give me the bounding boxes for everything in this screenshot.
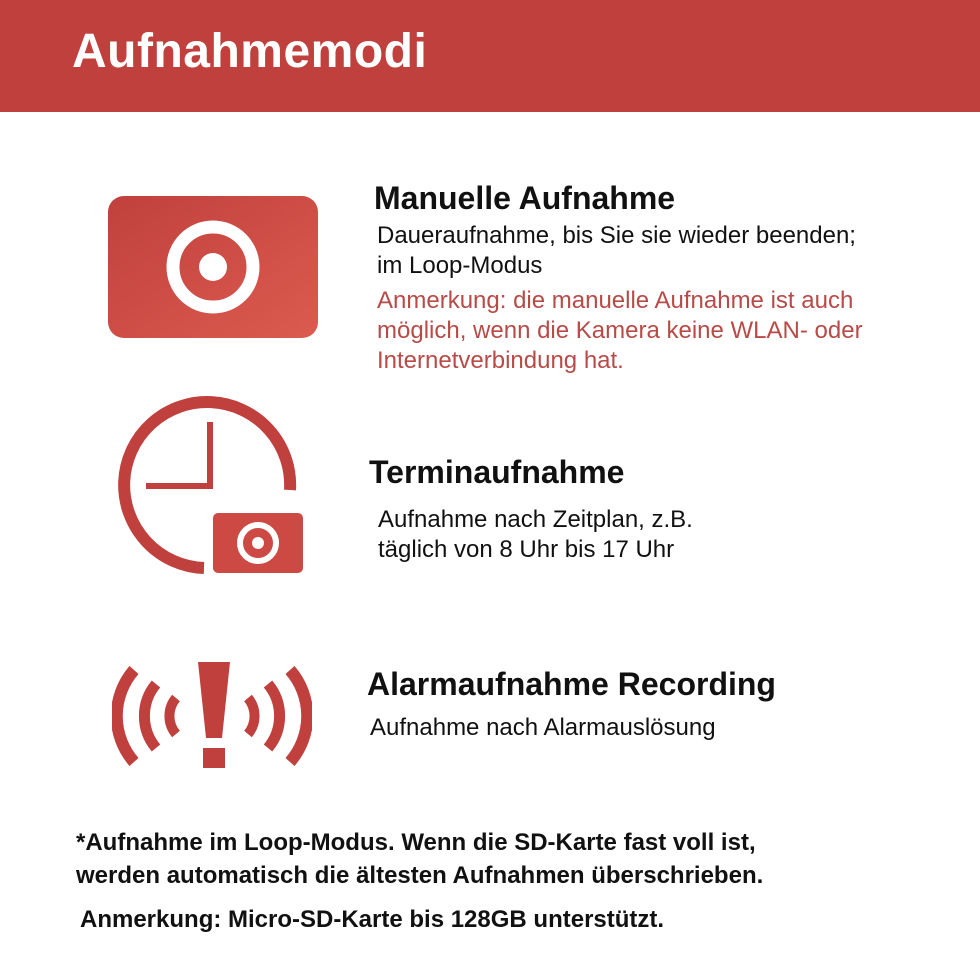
scheduled-mode-title: Terminaufnahme xyxy=(369,454,625,490)
manual-mode-title: Manuelle Aufnahme xyxy=(374,180,676,216)
manual-mode-note-line: Anmerkung: die manuelle Aufnahme ist auch xyxy=(377,287,854,314)
manual-mode-description-line: im Loop-Modus xyxy=(377,252,543,279)
loop-mode-footnote-line: werden automatisch die ältesten Aufnahmen überschrieben. xyxy=(76,862,764,889)
manual-mode-description-line: Daueraufnahme, bis Sie sie wieder beenden; xyxy=(377,222,856,249)
manual-mode-note-line: möglich, wenn die Kamera keine WLAN- oder xyxy=(377,317,863,344)
clock-camera-icon xyxy=(110,396,310,578)
sd-card-note: Anmerkung: Micro-SD-Karte bis 128GB unterstützt. xyxy=(80,906,665,933)
scheduled-mode-description-line: Aufnahme nach Zeitplan, z.B. xyxy=(378,506,693,533)
page-title: Aufnahmemodi xyxy=(72,25,428,78)
loop-mode-footnote-line: *Aufnahme im Loop-Modus. Wenn die SD-Karte fast voll ist, xyxy=(76,829,756,856)
scheduled-mode-description-line: täglich von 8 Uhr bis 17 Uhr xyxy=(378,536,675,563)
manual-mode-note-line: Internetverbindung hat. xyxy=(377,347,624,374)
record-button-icon xyxy=(108,196,318,338)
alarm-mode-title: Alarmaufnahme Recording xyxy=(367,666,776,702)
alarm-exclamation-icon xyxy=(112,660,312,772)
alarm-mode-description-line: Aufnahme nach Alarmauslösung xyxy=(370,714,716,741)
header-bar xyxy=(0,0,980,112)
